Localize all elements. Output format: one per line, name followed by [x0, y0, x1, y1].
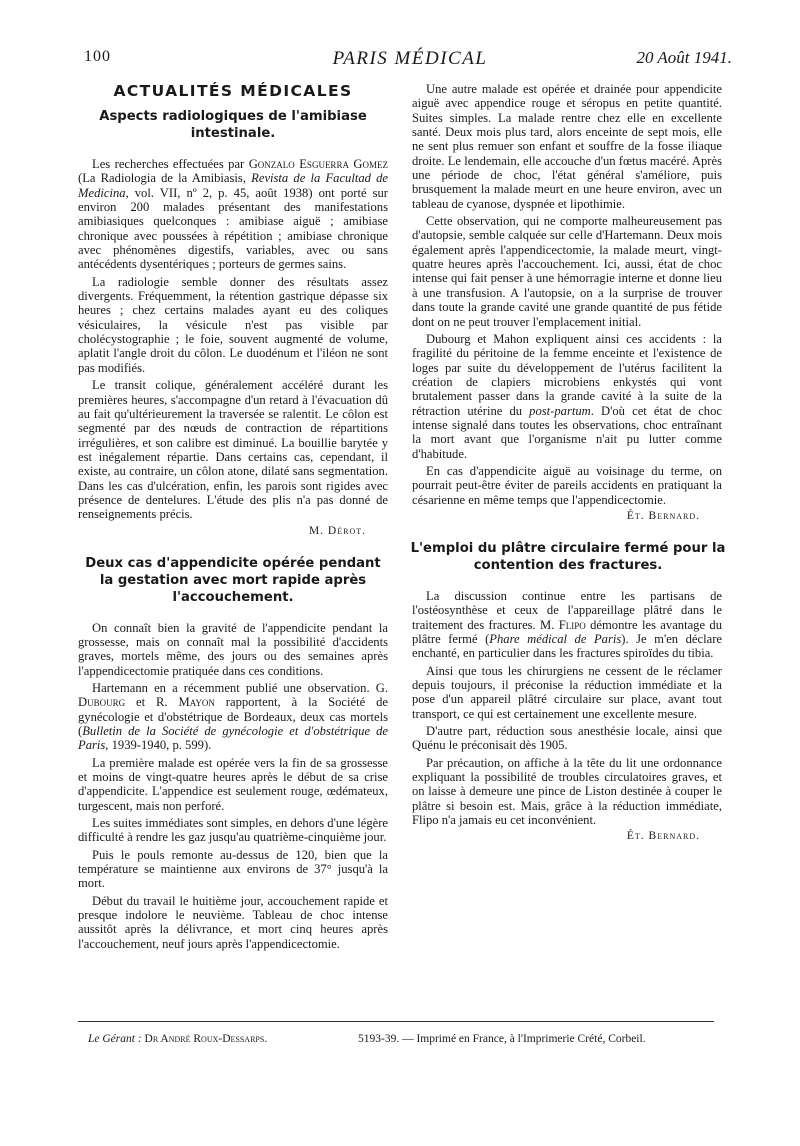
article2-paragraph: Dubourg et Mahon expliquent ainsi ces accidents : la fragilité du péritoine de la femme enceinte et l'existence de loges par suite du développement de l'utérus facilitent la création de clapiers microbiens enkystés qui vont brutalement passer dans la grande cavité à la suite de la rétraction utérine du post-partum. D'où cet état de choc intense signalé dans toutes les observations, choc entraînant la mort avant que l'organisme n'ait pu lutter comme d'habitude.: [412, 331, 722, 461]
article3-author: Flipo: [558, 617, 586, 632]
article2-paragraph: En cas d'appendicite aiguë au voisinage du terme, on pourrait peut-être éviter de pareils accidents en pratiquant la césarienne en même temps que l'appendicectomie.: [412, 463, 722, 507]
article2-paragraph: Cette observation, qui ne comporte malheureusement pas d'autopsie, semble calquée sur celle d'Hartemann. Deux mois également après l'appendicectomie, la malade meurt, vingt-quatre heures après l'accouchement. Ici, aussi, état de choc intense qui fait penser à une hémorragie interne et donne lieu à une transfusion. A l'autopsie, on a la surprise de trouver dans toute la grande cavité une grande quantité de pus fétide dont on ne peut trouver l'emplacement initial.: [412, 214, 722, 329]
article2-journal: Bulletin de la Société de gynécologie et d'obstétrique de Paris: [78, 724, 388, 753]
article2-author: Mayon: [178, 695, 215, 710]
article3-journal: Phare médical de Paris: [489, 632, 622, 646]
article2-paragraph: Une autre malade est opérée et drainée pour appendicite aiguë avec appendice rouge et séropus en petite quantité. Suites simples. La malade rentre chez elle en excellente santé. Deux mois plus tard, alors enceinte de sept mois, elle ne sent plus remuer son enfant et souffre de la fosse iliaque droite. Le lendemain, elle accouche d'un fœtus macéré. Après une période de choc, l'état général s'améliore, puis brusquement la malade meurt en une heure environ, avec un tableau de cyanose, dyspnée et lipothimie.: [412, 82, 722, 211]
right-column: [410, 82, 726, 860]
page-number: 100: [84, 48, 111, 65]
article1-paragraph: Le transit colique, généralement accéléré durant les premières heures, s'accompagne d'un retard à l'évacuation dû au fait qu'ultérieurement la traversée se ralentit. Le côlon est segmenté par des nœuds de contraction de répartitions irrégulières, et son calibre est diminué. La bouillie barytée y est inégalement répartie. Dans certains cas, cependant, il existe, au contraire, un côlon atone, dilaté sans segmentation. Dans les cas d'ulcération, enfin, les parois sont rigides avec présence de dentelures. L'étude des plis n'a pas donné de renseignements précis.: [78, 378, 388, 522]
section-title: ACTUALITÉS MÉDICALES: [113, 82, 353, 100]
article2-paragraph: La première malade est opérée vers la fin de sa grossesse et moins de vingt-quatre heures après le début de sa crise d'appendicite. L'appendice est seulement rouge, œdémateux, turgescent, mais non perforé.: [78, 755, 388, 813]
article3-paragraph: Ainsi que tous les chirurgiens ne cessent de le réclamer depuis toujours, il préconise la réduction immédiate et la pose d'un appareil plâtré circulaire sur place, avant tout transport, ce qui est certainement une excellente mesure.: [412, 663, 722, 721]
article2-paragraph: On connaît bien la gravité de l'appendicite pendant la grossesse, mais on connaît mal la possibilité d'accidents graves, mortels même, des jours ou des semaines après l'appendicectomie pratiquée dans ces conditions.: [78, 620, 388, 678]
footer-printer: 5193-39. — Imprimé en France, à l'Imprimerie Crété, Corbeil.: [358, 1033, 646, 1045]
article3-paragraph: Par précaution, on affiche à la tête du lit une ordonnance expliquant la possibilité de troubles circulatoires graves, et on laisse à demeure une pince de Liston destinée à couper le plâtre si besoin est. Mais, grâce à la réduction immédiate, Flipo n'a jamais eu cet inconvénient.: [412, 755, 722, 828]
journal-title: PARIS MÉDICAL: [332, 48, 488, 69]
article2-signature: Ét. Bernard.: [626, 509, 700, 522]
footer-divider: [78, 1021, 714, 1022]
article2-paragraph: Début du travail le huitième jour, accouchement rapide et presque indolore le neuvième. Tableau de choc intense aussitôt après la délivrance, et mort cinq heures après l'accouchement, neuf jours après l'appendicectomie.: [78, 893, 388, 951]
footer-gerant: Le Gérant : Dr André Roux-Dessarps.: [88, 1033, 268, 1045]
article2-paragraph: Puis le pouls remonte au-dessus de 120, bien que la température se maintienne aux environs de 37° jusqu'à la mort.: [78, 847, 388, 891]
article1-journal: Revista de la Facultad de Medicina: [78, 171, 388, 200]
article3-title: L'emploi du plâtre circulaire fermé pour la contention des fractures.: [410, 540, 726, 573]
issue-date: 20 Août 1941.: [636, 48, 732, 67]
article3-signature: Ét. Bernard.: [626, 830, 700, 843]
article3-paragraph: D'autre part, réduction sous anesthésie locale, ainsi que Quénu le préconisait dès 1905.: [412, 724, 722, 753]
article1-paragraph: La radiologie semble donner des résultats assez divergents. Fréquemment, la rétention gastrique dépasse six heures ; chez certains malades ayant eu des coliques vésiculaires, la vésicule n'est pas visible par cholécystographie ; le foie, souvent augmenté de volume, aplatit l'angle droit du côlon. Le duodénum et l'iléon ne sont pas modifiés.: [78, 274, 388, 375]
article2-paragraph: Les suites immédiates sont simples, en dehors d'une légère difficulté à rendre les gaz jusqu'au quatrième-cinquième jour.: [78, 816, 388, 845]
article1-paragraph: Les recherches effectuées par Gonzalo Esguerra Gomez (La Radiologia de la Amibiasis, Revista de la Facultad de Medicina, vol. VII, nº 2, p. 45, août 1938) ont porté sur environ 200 malades présentant des manifestations amibiasiques quelconques : amibiase aiguë ; amibiase chronique avec poussées à répétition ; amibiase chronique avec phénomènes digestifs, variables, avec ou sans antécédents dysentériques ; porteurs de germes sains.: [78, 157, 388, 272]
article2-author: Dubourg: [78, 695, 126, 710]
article1-author: Gonzalo Esguerra Gomez: [248, 157, 388, 171]
article2-paragraph: Hartemann en a récemment publié une observation. G. Dubourg et R. Mayon rapportent, à la Société de gynécologie et d'obstétrique de Bordeaux, deux cas mortels (Bulletin de la Société de gynécologie et d'obstétrique de Paris, 1939-1940, p. 599).: [78, 680, 388, 753]
article1-title: Aspects radiologiques de l'amibiase intestinale.: [99, 109, 367, 141]
article1-signature: M. Dérot.: [308, 524, 366, 537]
article2-title: Deux cas d'appendicite opérée pendant la gestation avec mort rapide après l'accouchement.: [85, 555, 381, 605]
article3-paragraph: La discussion continue entre les partisans de l'ostéosynthèse et ceux de l'appareillage plâtré dans le traitement des fractures. M. Flipo démontre les avantage du plâtre fermé (Phare médical de Paris). Je m'en déclare enchanté, en particulier dans les fractures spiroïdes du tibia.: [412, 588, 722, 661]
left-column: [78, 82, 388, 954]
